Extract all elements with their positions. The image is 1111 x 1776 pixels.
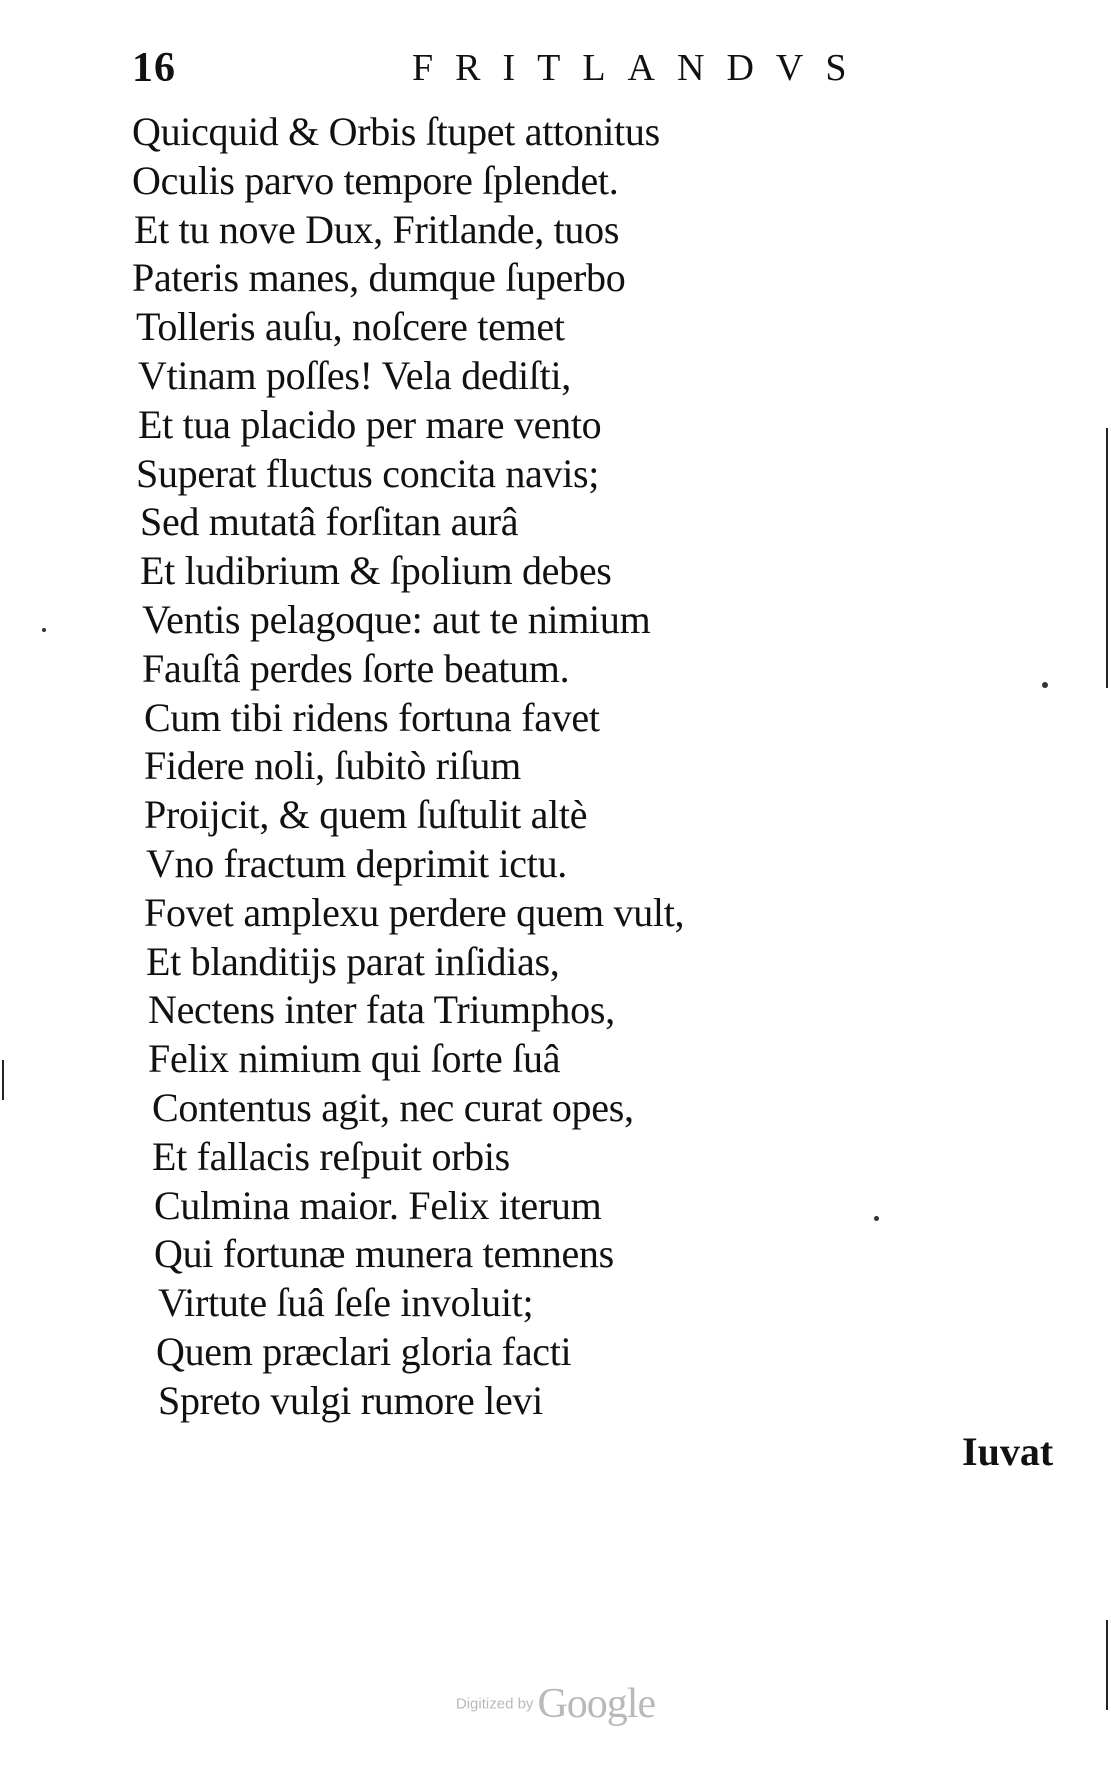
verse-line: Et fallacis reſpuit orbis bbox=[152, 1133, 510, 1179]
watermark-prefix: Digitized by bbox=[455, 1695, 534, 1713]
verse-line: Spreto vulgi rumore levi bbox=[158, 1377, 543, 1423]
verse-text bbox=[130, 108, 684, 1426]
verse-line: Et tu nove Dux, Fritlande, tuos bbox=[134, 206, 620, 252]
verse-line: Tolleris auſu, noſcere temet bbox=[136, 304, 565, 350]
verse-line: Virtute ſuâ ſeſe involuit; bbox=[158, 1280, 534, 1326]
digitization-watermark bbox=[0, 1680, 1111, 1728]
verse-line: Et tua placido per mare vento bbox=[138, 401, 602, 447]
verse-line: Felix nimium qui ſorte ſuâ bbox=[148, 1036, 561, 1082]
verse-line: Nectens inter fata Triumphos, bbox=[148, 987, 615, 1033]
verse-line: Fidere noli, ſubitò riſum bbox=[144, 743, 521, 789]
verse-line: Proijcit, & quem ſuſtulit altè bbox=[144, 792, 588, 838]
verse-line: Pateris manes, dumque ſuperbo bbox=[132, 255, 626, 301]
verse-line: Qui fortunæ munera temnens bbox=[154, 1231, 614, 1277]
catchword: Iuvat bbox=[962, 1429, 1054, 1474]
verse-line: Quicquid & Orbis ſtupet attonitus bbox=[132, 109, 660, 154]
verse-line: Cum tibi ridens fortuna favet bbox=[144, 694, 600, 740]
verse-line: Vno fractum deprimit ictu. bbox=[146, 840, 567, 886]
verse-line: Fauſtâ perdes ſorte beatum. bbox=[142, 645, 570, 691]
running-title: FRITLANDVS bbox=[412, 47, 869, 89]
watermark-brand: Google bbox=[537, 1681, 656, 1727]
scan-speck bbox=[874, 1216, 879, 1221]
verse-line: Quem præclari gloria facti bbox=[156, 1328, 572, 1374]
verse-line: Contentus agit, nec curat opes, bbox=[152, 1084, 634, 1130]
page-number: 16 bbox=[132, 45, 176, 91]
verse-line: Culmina maior. Felix iterum bbox=[154, 1182, 602, 1228]
verse-line: Et ludibrium & ſpolium debes bbox=[140, 548, 612, 594]
scan-edge-mark bbox=[1106, 1620, 1108, 1710]
verse-line: Sed mutatâ forſitan aurâ bbox=[140, 499, 519, 545]
scan-edge-mark bbox=[2, 1060, 4, 1100]
scan-speck bbox=[42, 628, 46, 632]
verse-line: Vtinam poſſes! Vela dediſti, bbox=[138, 352, 572, 398]
scan-speck bbox=[1042, 682, 1048, 688]
verse-line: Oculis parvo tempore ſplendet. bbox=[132, 157, 619, 203]
page-header bbox=[132, 44, 892, 100]
verse-line: Ventis pelagoque: aut te nimium bbox=[142, 596, 651, 642]
scan-edge-mark bbox=[1106, 428, 1108, 688]
verse-line: Superat fluctus concita navis; bbox=[136, 450, 600, 496]
verse-line: Fovet amplexu perdere quem vult, bbox=[144, 889, 685, 935]
verse-line: Et blanditijs parat inſidias, bbox=[146, 938, 560, 984]
